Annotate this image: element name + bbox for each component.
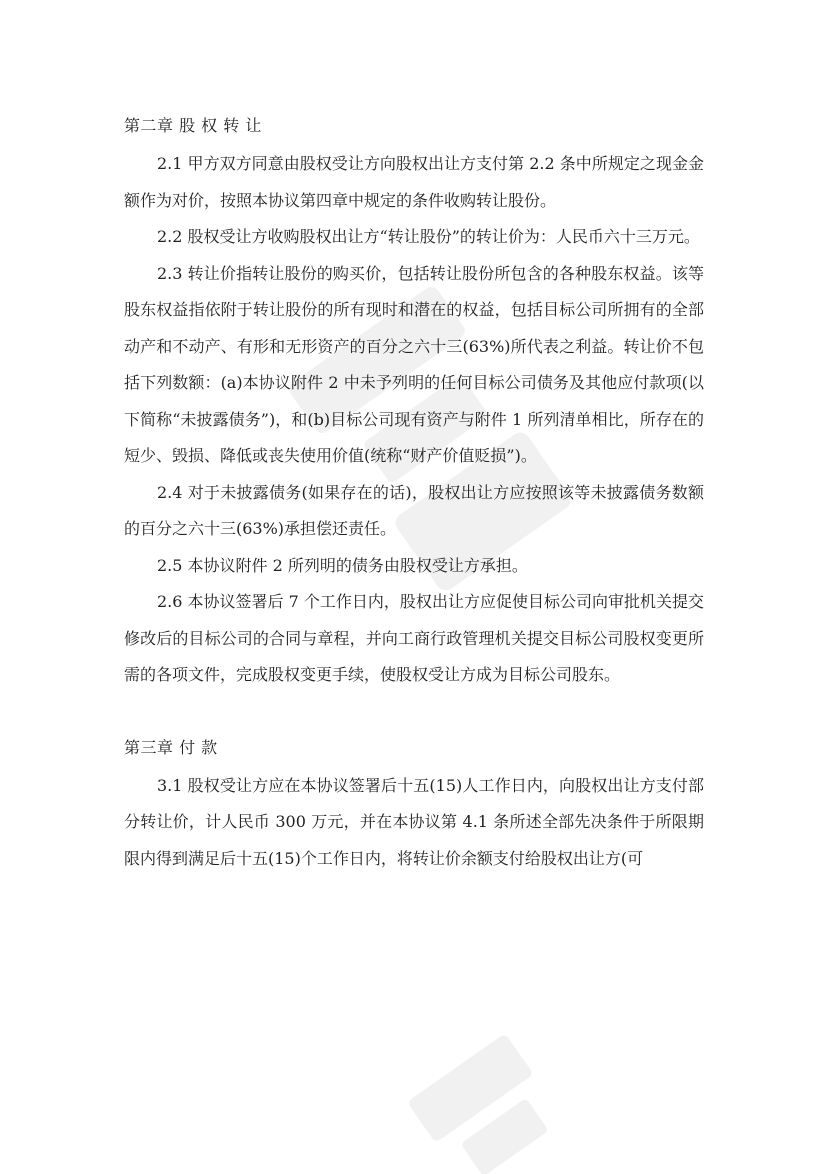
watermark-bottom-icon — [380, 1030, 580, 1174]
chapter-3-title: 第三章 付 款 — [124, 737, 218, 757]
clause-2-2: 2.2 股权受让方收购股权出让方“转让股份”的转让价为：人民币六十三万元。 — [157, 227, 700, 246]
clause-2-4: 2.4 对于未披露债务(如果存在的话)，股权出让方应按照该等未披露债务数额的百分之六十三(63%)承担偿还责任。 — [124, 482, 704, 538]
chapter-2-title: 第二章 股 权 转 让 — [124, 116, 262, 135]
clause-2-1: 2.1 甲方双方同意由股权受让方向股权出让方支付第 2.2 条中所规定之现金金额作为对价，按照本协议第四章中规定的条件收购转让股份。 — [124, 154, 704, 210]
clause-2-6: 2.6 本协议签署后 7 个工作日内，股权出让方应促使目标公司向审批机关提交修改后的目标公司的合同与章程，并向工商行政管理机关提交目标公司股权变更所需的各项文件，完成股权变更手续，使股权受让方成为目标公司股东。 — [124, 592, 704, 684]
clause-2-3: 2.3 转让价指转让股份的购买价，包括转让股份所包含的各种股东权益。该等股东权益指依附于转让股份的所有现时和潜在的权益，包括目标公司所拥有的全部动产和不动产、有形和无形资产的百分之六十三(63%)所代表之利益。转让价不包括下列数额：(a)本协议附件 2 中未予列明的任何目标公司债务及其他应付款项(以下简称“未披露债务”)，和(b)目标公司现有资产与附件 1 所列清单相比，所存在的短少、毁损、降低或丧失使用价值(统称“财产价值贬损”)。 — [124, 263, 704, 465]
section-gap — [124, 694, 704, 730]
document-body — [124, 108, 704, 877]
clause-3-1: 3.1 股权受让方应在本协议签署后十五(15)人工作日内，向股权出让方支付部分转让价，计人民币 300 万元，并在本协议第 4.1 条所述全部先决条件于所限期限内得到满足后十五(15)个工作日内，将转让价余额支付给股权出让方(可 — [124, 775, 704, 868]
clause-2-5: 2.5 本协议附件 2 所列明的债务由股权受让方承担。 — [157, 555, 528, 575]
